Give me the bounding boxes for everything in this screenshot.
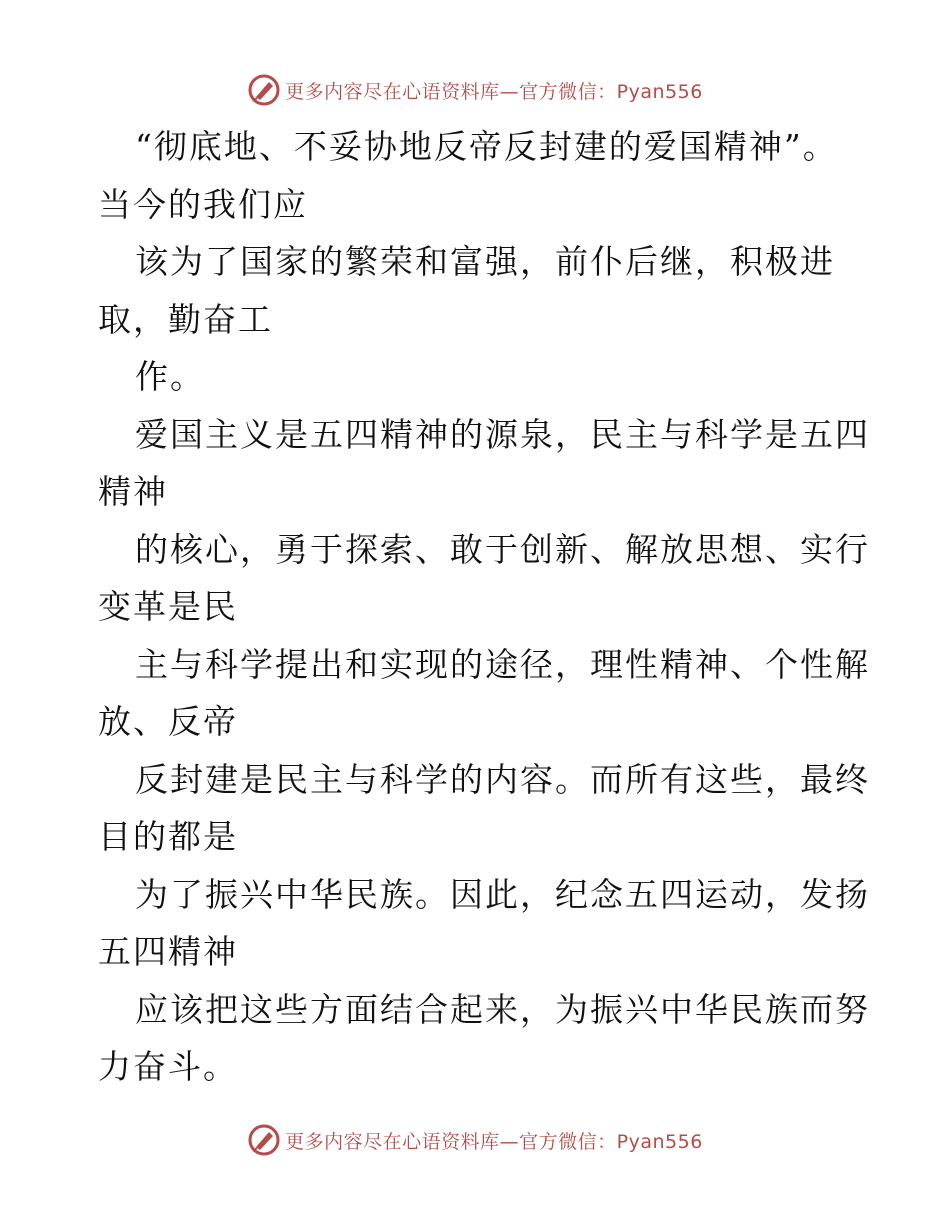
header-text: 更多内容尽在心语资料库—官方微信：Pyan556 <box>285 80 703 103</box>
text-line: 精神 <box>98 472 168 511</box>
pen-logo-icon <box>247 1123 281 1157</box>
text-line: 爱国主义是五四精神的源泉，民主与科学是五四 <box>135 414 870 454</box>
text-line: 主与科学提出和实现的途径，理性精神、个性解 <box>135 644 870 684</box>
text-line: 变革是民 <box>98 587 238 626</box>
footer-text: 更多内容尽在心语资料库—官方微信：Pyan556 <box>285 1130 703 1153</box>
text-line: 该为了国家的繁荣和富强，前仆后继，积极进 <box>135 242 835 281</box>
text-line: 作。 <box>135 357 205 396</box>
document-body <box>98 118 868 1096</box>
text-line: 当今的我们应 <box>98 184 308 224</box>
text-line: 为了振兴中华民族。因此，纪念五四运动，发扬 <box>135 874 870 914</box>
text-line: 反封建是民主与科学的内容。而所有这些，最终 <box>135 759 870 799</box>
text-line: 目的都是 <box>98 817 238 856</box>
text-line: 的核心，勇于探索、敢于创新、解放思想、实行 <box>135 529 870 569</box>
text-line: 五四精神 <box>98 932 238 971</box>
text-line: “彻底地、不妥协地反帝反封建的爱国精神”。 <box>135 127 838 166</box>
text-line: 力奋斗。 <box>98 1047 238 1086</box>
footer-banner <box>0 1120 950 1160</box>
pen-logo-icon <box>247 73 281 107</box>
text-line: 应该把这些方面结合起来，为振兴中华民族而努 <box>135 989 870 1029</box>
text-line: 放、反帝 <box>98 702 238 741</box>
header-banner <box>0 70 950 110</box>
text-line: 取，勤奋工 <box>98 299 273 339</box>
